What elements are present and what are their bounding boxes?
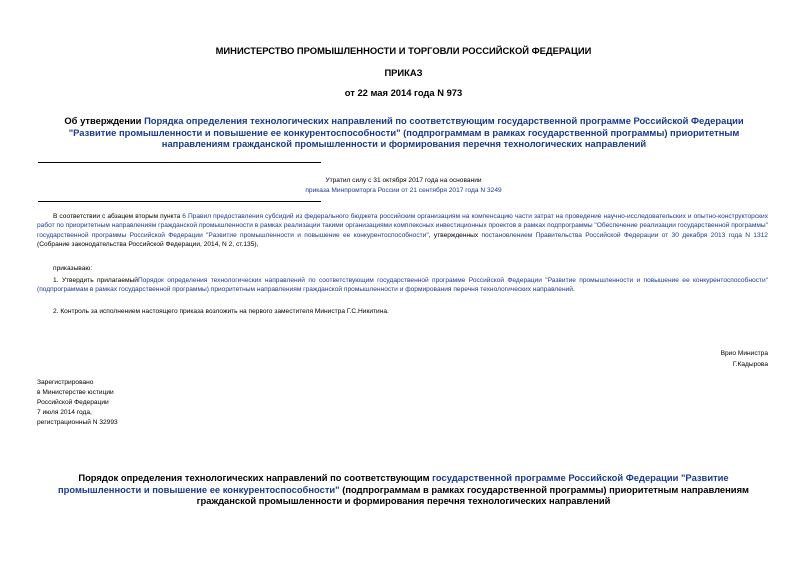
bottom-title bbox=[45, 472, 762, 507]
registration-line: 7 июля 2014 года, bbox=[37, 409, 92, 416]
preamble-text-3: (Собрание законодательства Российской Федерации, 2014, N 2, ст.135), bbox=[37, 240, 259, 248]
bottom-title-prefix: Порядок определения технологических направлений по соответствующим bbox=[78, 472, 433, 483]
item-1-suffix: . bbox=[572, 286, 575, 294]
item-1 bbox=[37, 276, 768, 295]
preamble-link-resolution[interactable]: постановлением Правительства Российской Федерации от 30 декабря 2013 года N 1312 bbox=[481, 231, 768, 239]
title-prefix: Об утверждении bbox=[64, 115, 142, 126]
registration-block bbox=[37, 378, 118, 428]
order-word: приказываю: bbox=[53, 265, 93, 272]
registration-line: Зарегистрировано bbox=[37, 379, 94, 386]
registration-line: в Министерстве юстиции bbox=[37, 389, 114, 396]
signature-name: Г.Кадырова bbox=[732, 361, 768, 368]
bottom-title-link[interactable]: государственной программе Российской Федерации "Развитие промышленности и повышение ее конкурентоспособности" bbox=[58, 472, 729, 495]
item-1-link[interactable]: Порядок определения технологических направлений по соответствующим государственной программе Российской Федерации "Развитие промышленности и повышение ее конкурентоспособности" (подпрограммам в рамках государственной программы) приоритетным направлениям гражданской промышленности и формирования перечня технологических направлений bbox=[37, 277, 768, 294]
signature-block bbox=[721, 348, 768, 370]
status-line: Утратил силу с 31 октября 2017 года на основании bbox=[325, 177, 482, 184]
doc-type-heading: ПРИКАЗ bbox=[384, 67, 423, 78]
registration-line: Российской Федерации bbox=[37, 399, 109, 406]
divider-top bbox=[38, 162, 321, 163]
ministry-heading: МИНИСТЕРСТВО ПРОМЫШЛЕННОСТИ И ТОРГОВЛИ РОССИЙСКОЙ ФЕДЕРАЦИИ bbox=[215, 45, 592, 56]
preamble-text-2: , утвержденных bbox=[428, 231, 482, 239]
document-title bbox=[40, 115, 768, 150]
preamble-paragraph bbox=[37, 212, 768, 249]
title-link[interactable]: Порядка определения технологических направлений по соответствующим государственной программе Российской Федерации "Развитие промышленности и повышение ее конкурентоспособности" (подпрограммам в рамках государственной программы) приоритетным направлениям гражданской промышленности и формирования перечня технологических направлений bbox=[68, 115, 744, 149]
status-link[interactable]: приказа Минпромторга России от 21 сентября 2017 года N 3249 bbox=[305, 187, 502, 194]
signature-position: Врио Министра bbox=[720, 350, 768, 357]
bottom-title-suffix: (подпрограммам в рамках государственной программы) приоритетным направлениям гражданской промышленности и формирования перечня технологических направлений bbox=[196, 483, 749, 506]
registration-line: регистрационный N 32993 bbox=[37, 419, 118, 426]
date-number-heading: от 22 мая 2014 года N 973 bbox=[344, 87, 463, 98]
preamble-text-1: В соответствии с абзацем вторым пункта bbox=[53, 213, 183, 220]
divider-bottom bbox=[38, 201, 321, 202]
preamble-link-rules[interactable]: 6 Правил предоставления субсидий из федерального бюджета российским организациям на компенсацию части затрат на проведение научно-исследовательских и опытно-конструкторских работ по приоритетным направлениям гражданской промышленности в рамках реализации такими организациями комплексных инвестиционных проектов в рамках подпрограммы "Обеспечение реализации государственной программы" государственной программы Российской Федерации "Развитие промышленности и повышение ее конкурентоспособности" bbox=[37, 213, 768, 239]
item-1-prefix: 1. Утвердить прилагаемый bbox=[53, 277, 138, 284]
item-2: 2. Контроль за исполнением настоящего приказа возложить на первого заместителя Министра Г.С.Никитина. bbox=[53, 308, 389, 315]
